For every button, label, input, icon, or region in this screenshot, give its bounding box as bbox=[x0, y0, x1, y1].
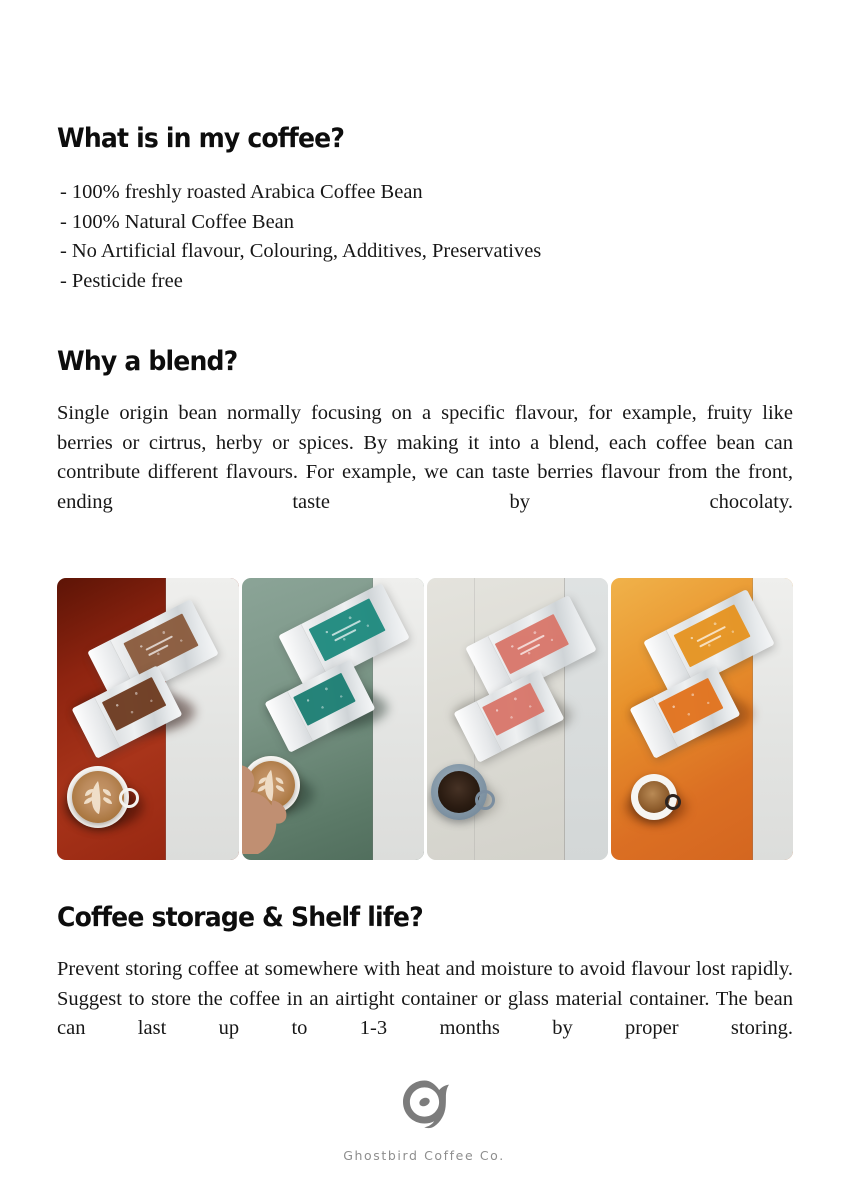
list-item-label: No Artificial flavour, Colouring, Additives, Preservatives bbox=[71, 240, 542, 263]
rosetta-latte-art-icon bbox=[78, 777, 118, 817]
gallery-panel-grey-decaf-black-coffee bbox=[427, 578, 609, 860]
bullet-dash-icon: - bbox=[60, 210, 67, 233]
footer bbox=[0, 1071, 848, 1163]
paragraph-why-a-blend: Single origin bean normally focusing on a specific flavour, for example, fruity like berries or cirtrus, herby or spices. By making it into a blend, each coffee bean can contribute different flavours. For example, we can taste berries flavour from the front, ending taste by chocolaty. bbox=[57, 402, 793, 513]
gallery-panel-green-blend-latte-hand bbox=[242, 578, 424, 860]
bullet-dash-icon: - bbox=[60, 181, 67, 203]
product-photo-gallery bbox=[57, 578, 793, 860]
bullet-dash-icon: - bbox=[60, 240, 67, 263]
footer-brand-label: Ghostbird Coffee Co. bbox=[343, 1148, 505, 1163]
ingredients-list bbox=[60, 178, 541, 296]
bullet-dash-icon: - bbox=[60, 269, 67, 292]
gallery-panel-red-roast-latte bbox=[57, 578, 239, 860]
cup-handle bbox=[119, 788, 139, 808]
list-item bbox=[60, 237, 541, 267]
list-item-label: 100% Natural Coffee Bean bbox=[71, 210, 295, 233]
gallery-panel-orange-espresso bbox=[611, 578, 793, 860]
ghostbird-logo-icon bbox=[391, 1071, 457, 1137]
page-title-what-is-in-my-coffee: What is in my coffee? bbox=[57, 123, 345, 154]
list-item-label: 100% freshly roasted Arabica Coffee Bean bbox=[71, 181, 423, 203]
hand-holding-cup bbox=[242, 748, 338, 858]
page-title-coffee-storage-shelf-life: Coffee storage & Shelf life? bbox=[57, 902, 423, 933]
latte-surface bbox=[72, 771, 124, 823]
mug-handle bbox=[475, 790, 495, 810]
paragraph-coffee-storage: Prevent storing coffee at somewhere with heat and moisture to avoid flavour lost rapidly. Suggest to store the coffee in an airtight container or glass material container. The bean can last up to 1-3 months by proper storing. bbox=[57, 958, 793, 1040]
list-item bbox=[60, 178, 541, 208]
list-item-label: Pesticide free bbox=[71, 269, 183, 292]
page-title-why-a-blend: Why a blend? bbox=[57, 346, 238, 377]
list-item bbox=[60, 208, 541, 238]
list-item bbox=[60, 267, 541, 297]
black-coffee-surface bbox=[438, 771, 480, 813]
